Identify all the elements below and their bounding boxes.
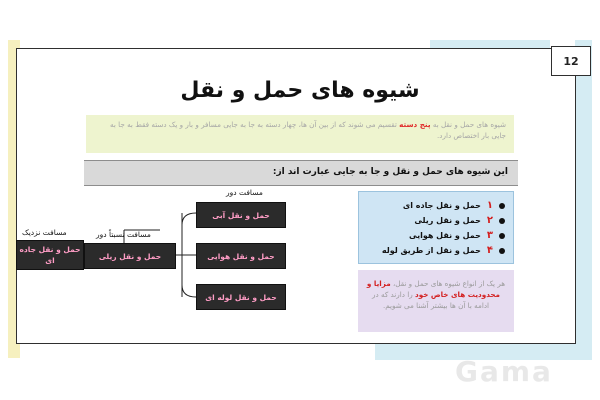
list-item: [367, 243, 505, 258]
list-text: حمل و نقل هوایی: [408, 231, 481, 240]
bullet-icon: [499, 218, 505, 224]
note-text: [358, 270, 514, 332]
node-air-transport: حمل و نقل هوایی: [196, 243, 286, 269]
label-medium-distance: مسافت نسبتاً دور: [96, 230, 151, 239]
label-near-distance: مسافت نزدیک: [22, 228, 67, 237]
note-before: هر یک از انواع شیوه های حمل و نقل،: [392, 279, 506, 288]
note-highlight: مزایا و محدودیت های خاص خود: [366, 279, 500, 299]
intro-highlight: پنج دسته: [399, 120, 431, 129]
intro-text: [86, 115, 514, 153]
note-after: را دارند که در ادامه با آن ها بیشتر آشنا می شویم.: [372, 290, 490, 310]
list-number: ۱: [486, 200, 493, 211]
transport-list: [358, 191, 514, 264]
node-pipe-transport: حمل و نقل لوله ای: [196, 284, 286, 310]
list-text: حمل و نقل جاده ای: [402, 201, 481, 210]
page-title: شیوه های حمل و نقل: [180, 78, 420, 103]
intro-before: شیوه های حمل و نقل به: [432, 120, 506, 129]
list-number: ۴: [486, 245, 493, 256]
bullet-icon: [499, 248, 505, 254]
list-item: [367, 198, 505, 213]
list-item: [367, 213, 505, 228]
intro-after: تقسیم می شوند که از بین آن ها، چهار دسته به جا به جایی مسافر و بار و یک دسته فقط به جا به جایی بار اختصاص دارد.: [110, 120, 506, 140]
node-rail-transport: حمل و نقل ریلی: [84, 243, 176, 269]
watermark-logo: Gama: [455, 355, 553, 388]
right-blue-band: [575, 40, 592, 340]
node-road-transport: حمل و نقل جاده ای: [16, 240, 84, 270]
bullet-icon: [499, 203, 505, 209]
label-far-distance: مسافت دور: [226, 188, 263, 197]
list-text: حمل و نقل ریلی: [414, 216, 481, 225]
section-heading: این شیوه های حمل و نقل و جا به جایی عبارت اند از:: [84, 160, 518, 186]
list-text: حمل و نقل از طریق لوله: [381, 246, 481, 255]
node-water-transport: حمل و نقل آبی: [196, 202, 286, 228]
bullet-icon: [499, 233, 505, 239]
list-item: [367, 228, 505, 243]
list-number: ۲: [486, 215, 493, 226]
list-number: ۳: [486, 230, 493, 241]
page-number: 12: [551, 46, 591, 76]
